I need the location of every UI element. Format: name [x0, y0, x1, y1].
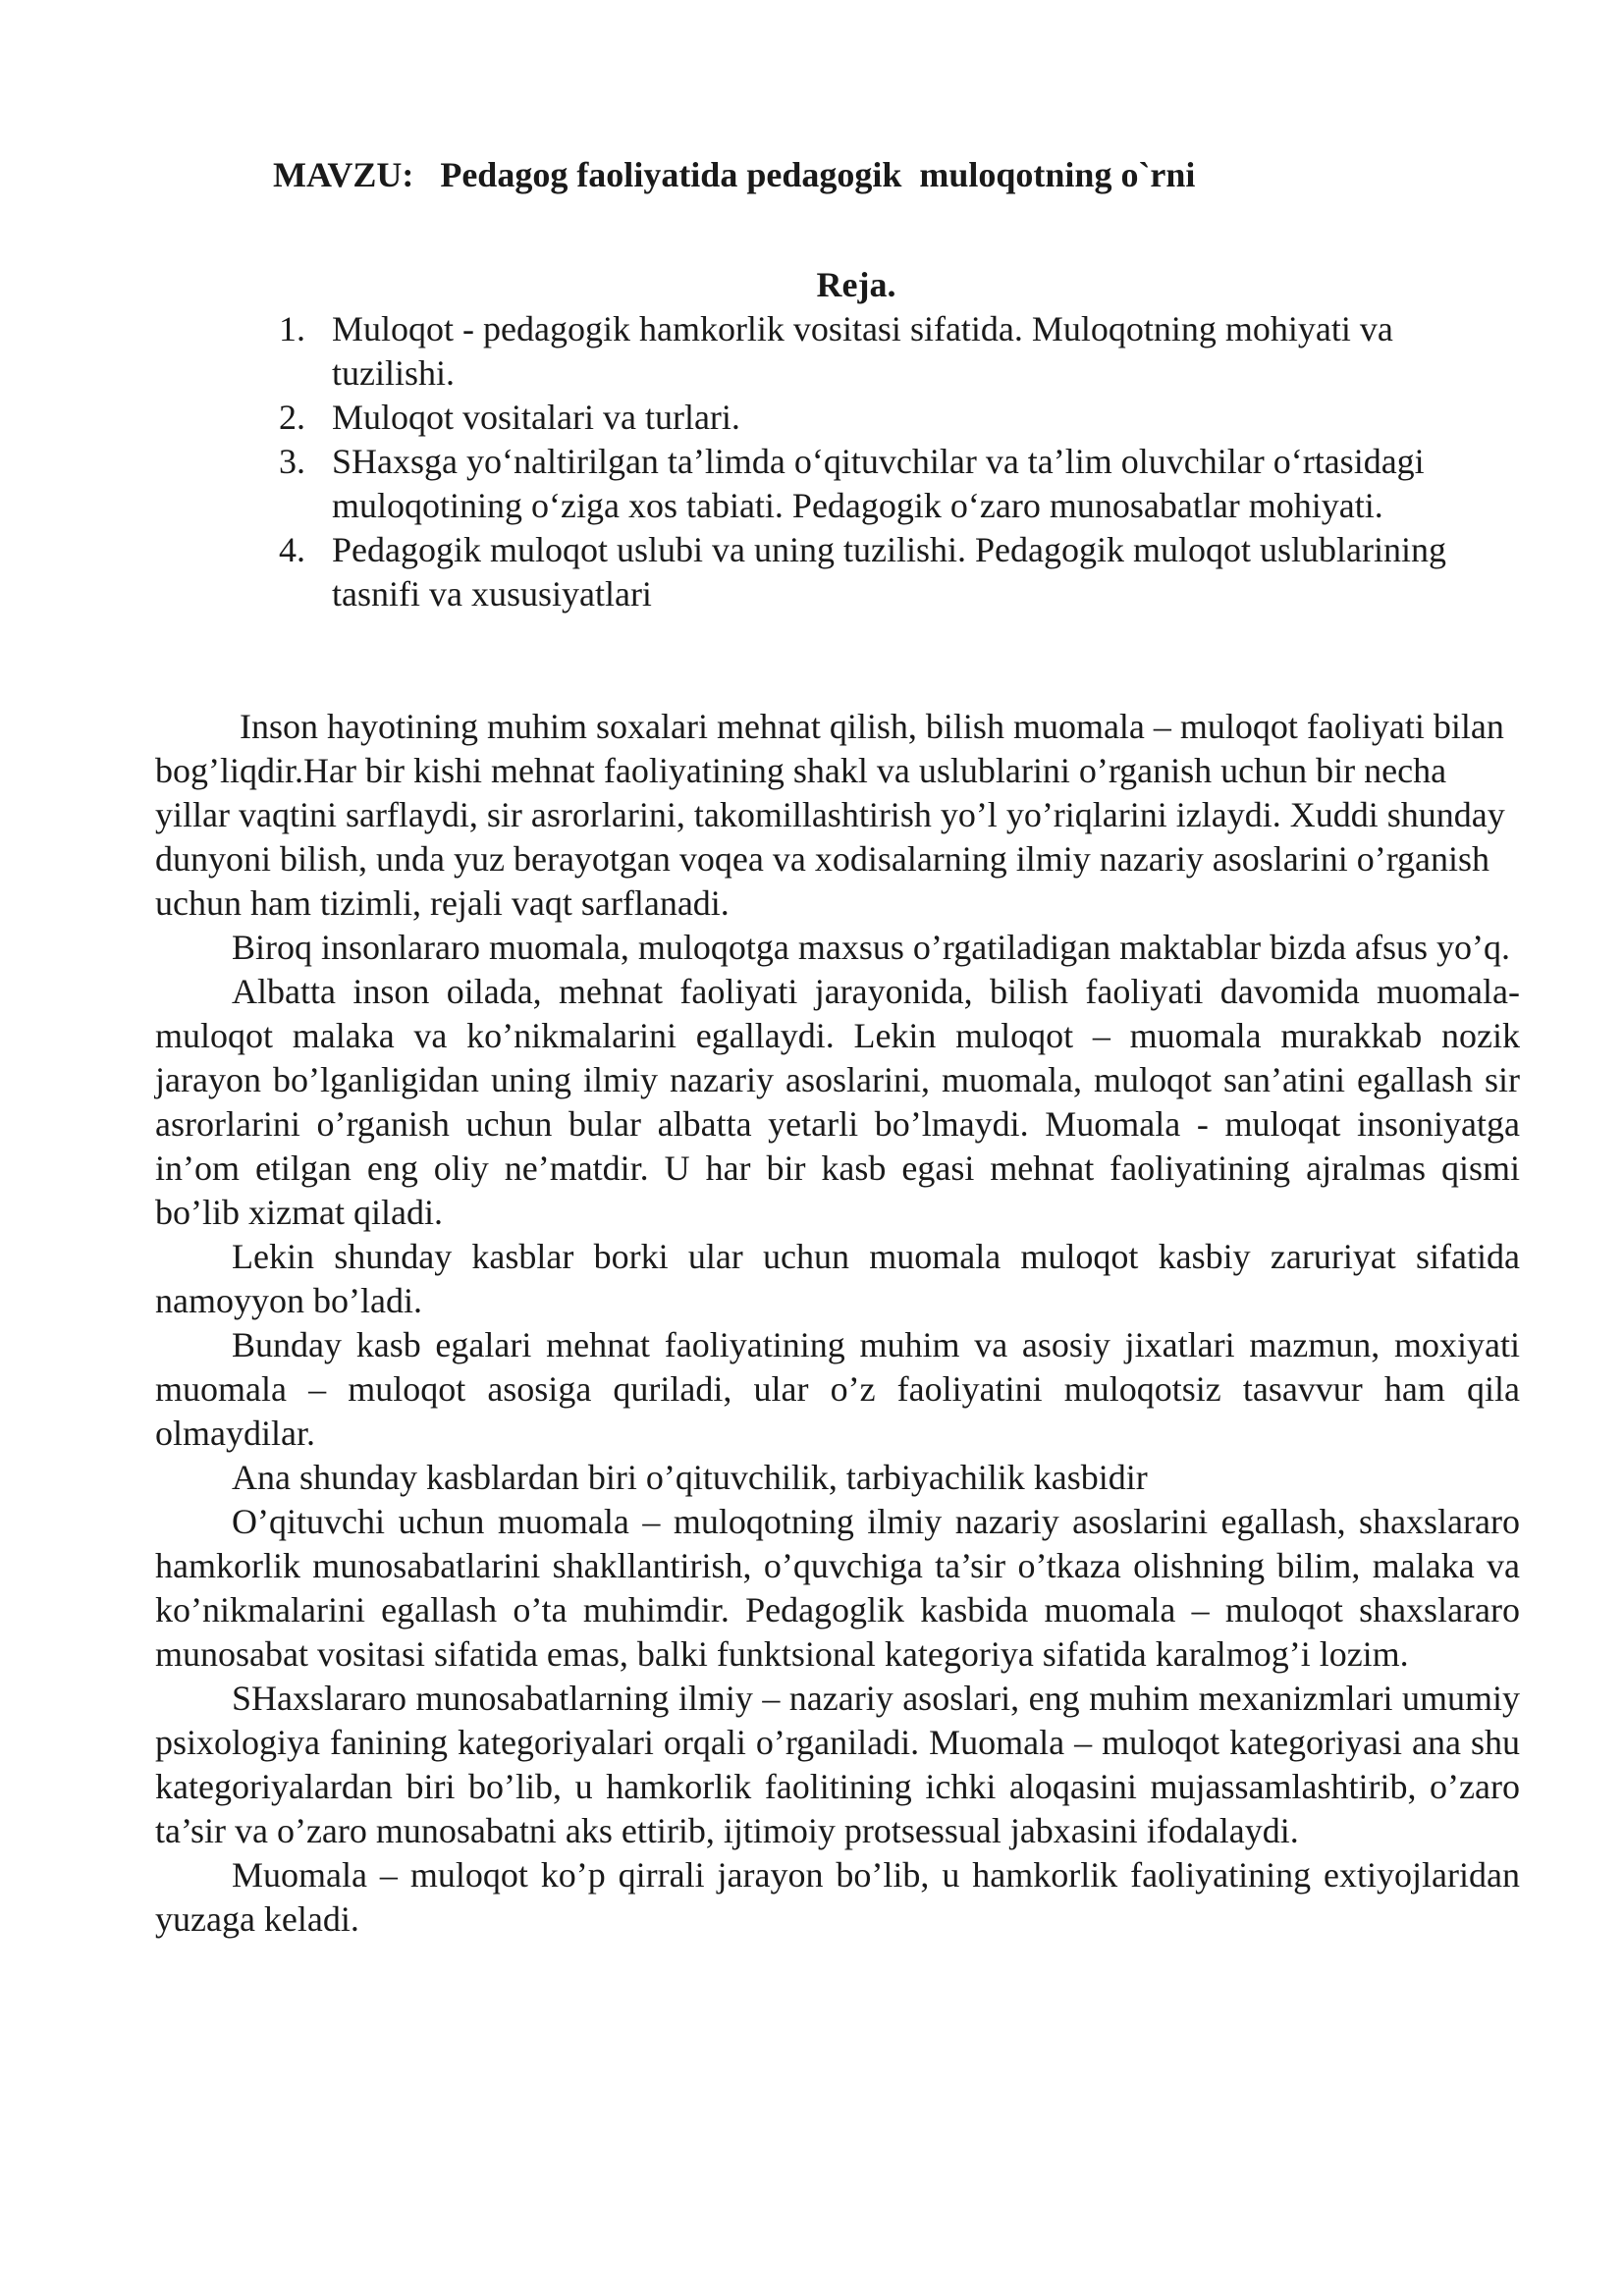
plan-list — [275, 307, 1512, 616]
plan-item-number: 2. — [279, 398, 305, 437]
plan-item — [275, 440, 1512, 528]
plan-item-text: Pedagogik muloqot uslubi va uning tuzilishi. Pedagogik muloqot uslublarining tasnifi va xususiyatlari — [332, 530, 1446, 614]
paragraph: Muomala – muloqot ko’p qirrali jarayon bo’lib, u hamkorlik faoliyatining extiyojlaridan yuzaga keladi. — [155, 1855, 1520, 1939]
plan-item-text: Muloqot vositalari va turlari. — [332, 398, 740, 437]
paragraph: SHaxslararo munosabatlarning ilmiy – nazariy asoslari, eng muhim mexanizmlari umumiy psixologiya fanining kategoriyalari orqali o’rganiladi. Muomala – muloqot kategoriyasi ana shu kategoriyalardan biri bo’lib, u hamkorlik faolitining ichki aloqasini mujassamlashtirib, o’zaro ta’sir va o’zaro munosabatni aks ettirib, ijtimoiy protsessual jabxasini ifodalaydi. — [155, 1679, 1520, 1850]
paragraph: Bunday kasb egalari mehnat faoliyatining muhim va asosiy jixatlari mazmun, moxiyati muomala – muloqot asosiga quriladi, ular o’z faoliyatini muloqotsiz tasavvur ham qila olmaydilar. — [155, 1325, 1520, 1453]
plan-item-number: 3. — [279, 442, 305, 481]
paragraph: Biroq insonlararo muomala, muloqotga maxsus o’rgatiladigan maktablar bizda afsus yo’q. — [232, 928, 1511, 967]
plan-item — [275, 396, 1512, 440]
plan-item — [275, 528, 1512, 616]
paragraph: Inson hayotining muhim soxalari mehnat qilish, bilish muomala – muloqot faoliyati bilan bog’liqdir.Har bir kishi mehnat faoliyatining shakl va uslublarini o’rganish uchun bir necha yillar vaqtini sarflaydi, sir asrorlarini, takomillashtirish yo’l yo’riqlarini izlaydi. Xuddi shunday dunyoni bilish, unda yuz berayotgan voqea va xodisalarning ilmiy nazariy asoslarini o’rganish uchun ham tizimli, rejali vaqt sarflanadi. — [155, 707, 1505, 923]
plan-item-number: 1. — [279, 309, 305, 348]
plan-item-text: SHaxsga yo‘naltirilgan ta’limda o‘qituvchilar va ta’lim oluvchilar o‘rtasidagi muloqotining o‘ziga xos tabiati. Pedagogik o‘zaro munosabatlar mohiyati. — [332, 442, 1425, 525]
document-title: MAVZU: Pedagog faoliyatida pedagogik muloqotning o`rni — [273, 155, 1196, 194]
body-text — [155, 705, 1520, 1942]
paragraph: O’qituvchi uchun muomala – muloqotning ilmiy nazariy asoslarini egallash, shaxslararo hamkorlik munosabatlarini shakllantirish, o’quvchiga ta’sir o’tkaza olishning bilim, malaka va ko’nikmalarini egallash o’ta muhimdir. Pedagoglik kasbida muomala – muloqot shaxslararo munosabat vositasi sifatida emas, balki funktsional kategoriya sifatida karalmog’i lozim. — [155, 1502, 1520, 1674]
paragraph: Albatta inson oilada, mehnat faoliyati jarayonida, bilish faoliyati davomida muomala-muloqot malaka va ko’nikmalarini egallaydi. Lekin muloqot – muomala murakkab nozik jarayon bo’lganligidan uning ilmiy nazariy asoslarini, muomala, muloqot san’atini egallash sir asrorlarini o’rganish uchun bular albatta yetarli bo’lmaydi. Muomala - muloqat insoniyatga in’om etilgan eng oliy ne’matdir. U har bir kasb egasi mehnat faoliyatining ajralmas qismi bo’lib xizmat qiladi. — [155, 972, 1520, 1232]
plan-item — [275, 307, 1512, 396]
plan-heading: Reja. — [816, 265, 896, 304]
paragraph: Lekin shunday kasblar borki ular uchun muomala muloqot kasbiy zaruriyat sifatida namoyyon bo’ladi. — [155, 1237, 1520, 1320]
plan-item-text: Muloqot - pedagogik hamkorlik vositasi sifatida. Muloqotning mohiyati va tuzilishi. — [332, 309, 1393, 393]
plan-item-number: 4. — [279, 530, 305, 569]
paragraph: Ana shunday kasblardan biri o’qituvchilik, tarbiyachilik kasbidir — [232, 1458, 1148, 1497]
